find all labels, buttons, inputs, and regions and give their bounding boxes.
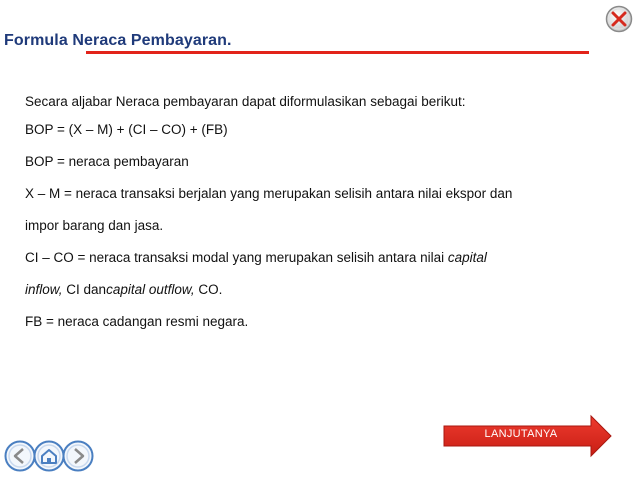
- intro-text: Secara aljabar Neraca pembayaran dapat diformulasikan sebagai berikut:: [25, 94, 466, 109]
- close-x-icon[interactable]: [605, 5, 633, 33]
- capital-outflow-italic: capital outflow,: [106, 282, 195, 297]
- formula-text: BOP = (X – M) + (CI – CO) + (FB): [25, 122, 228, 137]
- next-button[interactable]: [443, 414, 613, 458]
- cico-definition: [25, 250, 487, 265]
- ci-dan-text: CI dan: [62, 282, 107, 297]
- co-text: CO.: [194, 282, 223, 297]
- home-icon[interactable]: [33, 440, 65, 472]
- navigation-bar: [4, 440, 96, 474]
- xm-definition-cont: impor barang dan jasa.: [25, 218, 164, 233]
- xm-definition: X – M = neraca transaksi berjalan yang merupakan selisih antara nilai ekspor dan: [25, 186, 513, 201]
- capital-italic: capital: [447, 250, 487, 265]
- bop-definition: BOP = neraca pembayaran: [25, 154, 189, 169]
- cico-definition-text: CI – CO = neraca transaksi modal yang merupakan selisih antara nilai: [25, 250, 448, 265]
- fb-definition: FB = neraca cadangan resmi negara.: [25, 314, 249, 329]
- cico-definition-cont: [25, 282, 222, 297]
- page-title: Formula Neraca Pembayaran.: [4, 32, 232, 49]
- forward-arrow-icon[interactable]: [62, 440, 94, 472]
- back-arrow-icon[interactable]: [4, 440, 36, 472]
- inflow-italic: inflow,: [25, 282, 63, 297]
- next-button-label: LANJUTANYA: [484, 428, 558, 440]
- title-underline: [86, 51, 589, 54]
